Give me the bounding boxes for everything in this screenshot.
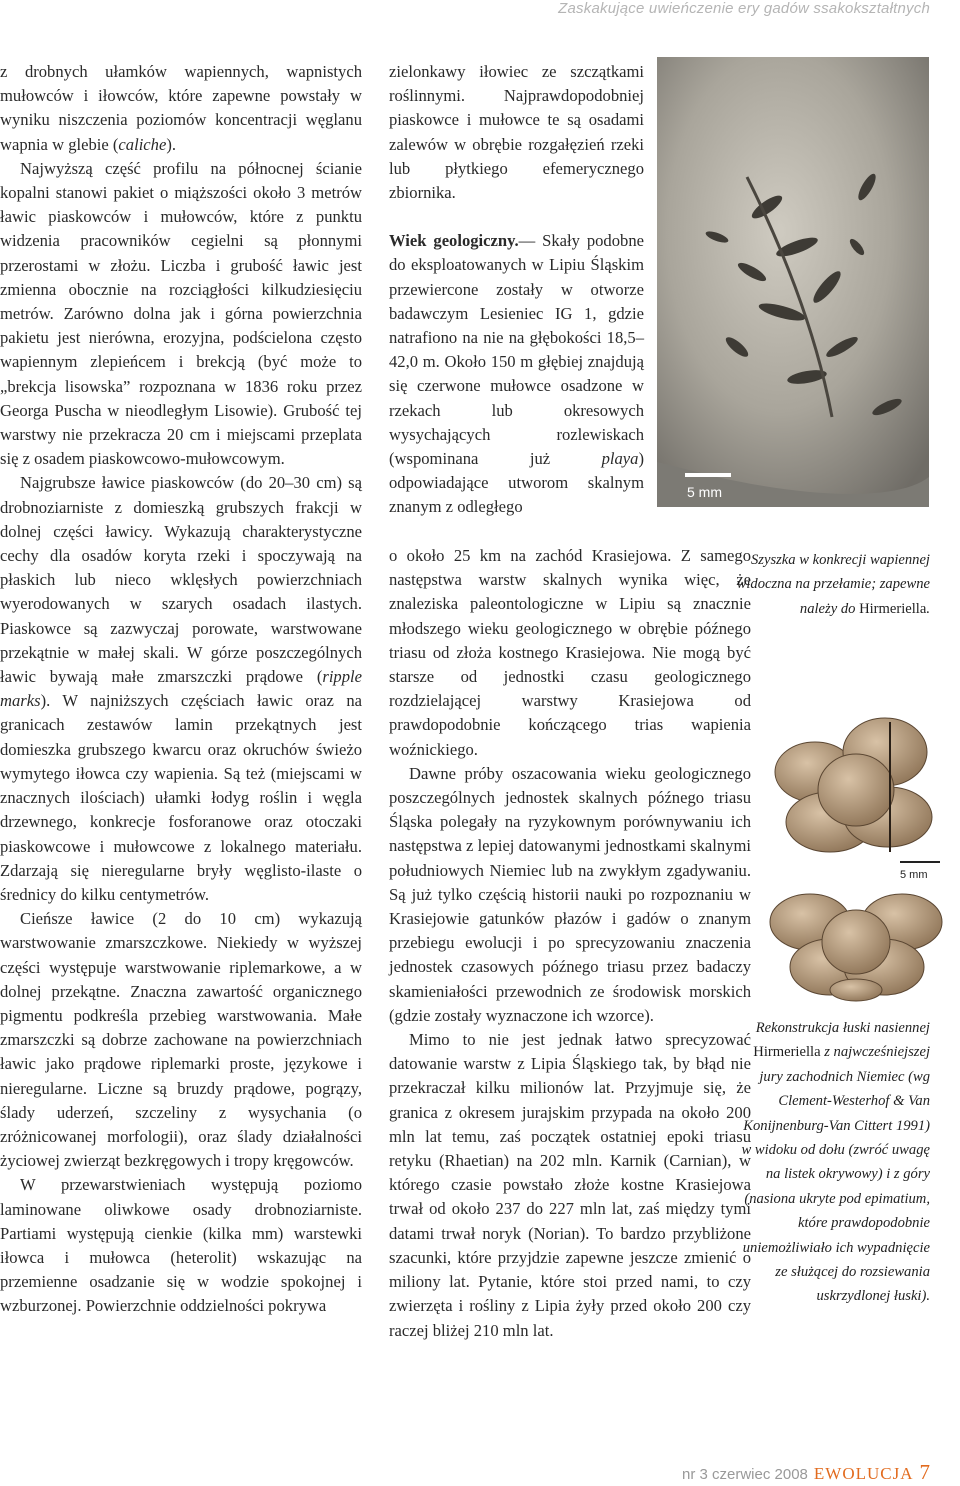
paragraph: Najwyższą część profilu na północnej ścianie kopalni stanowi pakiet o miąższości około 3 metrów ławic piaskowców i mułowców, które z punktu widzenia pracowników cegielni są płonnymi przerostami w złożu. Liczba i grubość ławic jest zmienna obocznie na rozciągłości kilkudziesięciu metrów. Zarówno dolna jak i górna powierzchnia pakietu jest nierówna, erozyjna, podścielona często wapiennym zlepieńcem i brekcją (być może to „brekcja lisowska” rozpoznana w 1836 roku przez Georga Puscha w nieodległym Lisowie). Grubość tej warstwy nie przekracza 20 cm i miejscami przeplata się z osadem piaskowcowo-mułowcowym.: [0, 158, 362, 469]
page-footer: [682, 1460, 930, 1485]
paragraph: z drobnych ułamków wapiennych, wapnistych mułowców i iłowców, które zapewne powstały w wyniku niszczenia poziomów koncentracji węglanu wapnia w glebie (caliche).: [0, 62, 362, 154]
fossil-cone-image: [657, 57, 929, 507]
paragraph: Cieńsze ławice (2 do 10 cm) wykazują warstwowanie zmarszczkowe. Niekiedy w wyższej części występuje warstwowanie riplemarkowe, a w dolnej przekątne. Znaczna zawartość organicznego pigmentu podkreśla przebieg warstwowania. Małe zmarszczki są dobrze zachowane na powierzchniach ławic jako prądowe riplemarki proste, językowe i nieregularne. Liczne są bruzdy prądowe, pogrązy, ślady uderzeń, szczeliny z wysychania (o zróżnicowanej morfologii), oraz ślady działalności życiowej zwierząt bezkręgowych i tropy kręgowców.: [0, 909, 362, 1171]
left-column: [0, 60, 362, 1319]
paragraph: Dawne próby oszacowania wieku geologicznego poszczególnych jednostek skalnych późnego triasu Śląska polegały na ryzykownym porównywaniu ich następstwa z lepiej datowanymi jednostkami skalnymi południowych Niemiec lub na zwykłym zgadywaniu. Są już tylko częścią historii nauki po rozpoznaniu w Krasiejowie gatunków płazów i gadów o znanym przebiegu ewolucji i po sprecyzowaniu znaczenia jednostek czasowych późnego triasu przez badaczy skamieniałości przewodnich ze środowisk morskich (gdzie zostały wyznaczone ich wzorce).: [389, 763, 751, 1025]
seed-scale-reconstruction: [760, 712, 952, 1002]
paragraph: Wiek geologiczny.— Skały podobne do eksploatowanych w Lipiu Śląskim przewiercone zostały w otworze badawczym Lesieniec IG 1, gdzie natrafiono na nie na głębokości 18,5–42,0 m. Około 150 m głębiej znajdują się czerwone mułowce osadzone w rzekach lub okresowych wysychających rozlewiskach (wspominana już playa) odpowiadające utworom skalnym znanym z odległego: [389, 231, 644, 517]
magazine-name: EWOLUCJA: [813, 1464, 914, 1483]
paragraph: o około 25 km na zachód Krasiejowa. Z samego następstwa warstw skalnych wynika więc, że znaleziska paleontologiczne w Lipiu są znacznie młodszego wieku geologicznego w obrębie późnego triasu od złoża kostnego Krasiejowa. Nie mogą być starsze od jednostki czasu geologicznego rozdzielającej warstwy Krasiejowa od prawdopodobnie kończącego trias wapienia woźnickiego.: [389, 546, 751, 759]
fossil-cone-photo: [657, 57, 929, 507]
drawing-caption: Rekonstrukcja łuski nasiennej Hirmeriella z najwcześniejszej jury zachodnich Niemiec (wg Clement-Westerhof & Van Konijnenburg-Van Cittert 1991) w widoku od dołu (zwróć uwagę na listek okrywowy) i z góry (nasiona ukryte pod epimatium, które prawdopodobnie uniemożliwiało ich wypadnięcie ze służącej do rozsiewania uskrzydlonej łuski).: [741, 1020, 930, 1305]
paragraph: Najgrubsze ławice piaskowców (do 20–30 cm) są drobnoziarniste z domieszką grubszych frakcji w dolnej części ławicy. Wykazują charakterystyczne cechy dla osadów koryta rzeki i spoczywają na płaskich lub nieco wklęsłych powierzchniach wyerodowanych w szarych osadach ilastych. Piaskowce są zazwyczaj porowate, warstwowane przekątnie w małej skali. W górze poszczególnych ławic bywają małe zmarszczki prądowe (ripple marks). W najniższych częściach ławic oraz na granicach zestawów lamin przekątnych jest domieszka grubszego kwarcu oraz okruchów świeżo wymytego iłowca czy wapienia. Są też (miejscami w znacznych ilościach) ułamki łodyg roślin i węgla drzewnego, konkrecje fosforanowe oraz otoczaki piaskowcowe i mułowcowe z lokalnego materiału. Zdarzają się nieregularne bryły węglisto-ilaste o średnicy do kilku centymetrów.: [0, 473, 362, 904]
page-number: 7: [919, 1460, 930, 1484]
photo-scale-label: 5 mm: [687, 484, 722, 500]
drawing-scale-label: 5 mm: [900, 869, 928, 881]
issue-info: nr 3 czerwiec 2008: [681, 1466, 808, 1483]
section-lead: Wiek geologiczny.: [389, 231, 519, 251]
seed-scale-drawing: [760, 712, 952, 1002]
paragraph: Mimo to nie jest jednak łatwo sprecyzować datowanie warstw z Lipia Śląskiego tak, by błąd nie przekraczał kilku milionów lat. Przyjmuje się, że granica z okresem jurajskim przypada na około 200 mln lat temu, zaś początek ostatniej epoki triasu retyku (Rhaetian) na 202 mln. Karnik (Carnian), w którego czasie powstało złoże kostne Krasiejowa trwał od około 237 do 227 mln lat, zaś między tymi datami trwał noryk (Norian). To bardzo przybliżone szacunki, które przyjdzie zapewne jeszcze zmienić o miliony lat. Pytanie, które stoi przed nami, to czy zwierzęta i rośliny z Lipia żyły przed około 200 czy raczej bliżej 210 mln lat.: [389, 1030, 751, 1340]
paragraph: W przewarstwieniach występują poziomo laminowane oliwkowe osady drobnoziarniste. Partiami występują cienkie (kilka mm) warstewki iłowca i mułowca (heterolit) wskazując na przemienne osadzanie się w wodzie spokojnej i wzburzonej. Powierzchnie oddzielności pokrywa: [0, 1175, 362, 1316]
running-title: Zaskakujące uwieńczenie ery gadów ssakokształtnych: [558, 0, 930, 17]
photo-caption: Szyszka w konkrecji wapiennej widoczna na przełamie; zapewne należy do Hirmeriella.: [736, 552, 930, 617]
middle-column-top: [389, 60, 644, 520]
scale-bar: [685, 473, 731, 477]
middle-column-bottom: [389, 544, 751, 1343]
paragraph: zielonkawy iłowiec ze szczątkami roślinnymi. Najprawdopodobniej piaskowce i mułowce te są osadami zalewów w obrębie rozgałęzień rzeki lub płytkiego efemerycznego zbiornika.: [389, 62, 644, 203]
